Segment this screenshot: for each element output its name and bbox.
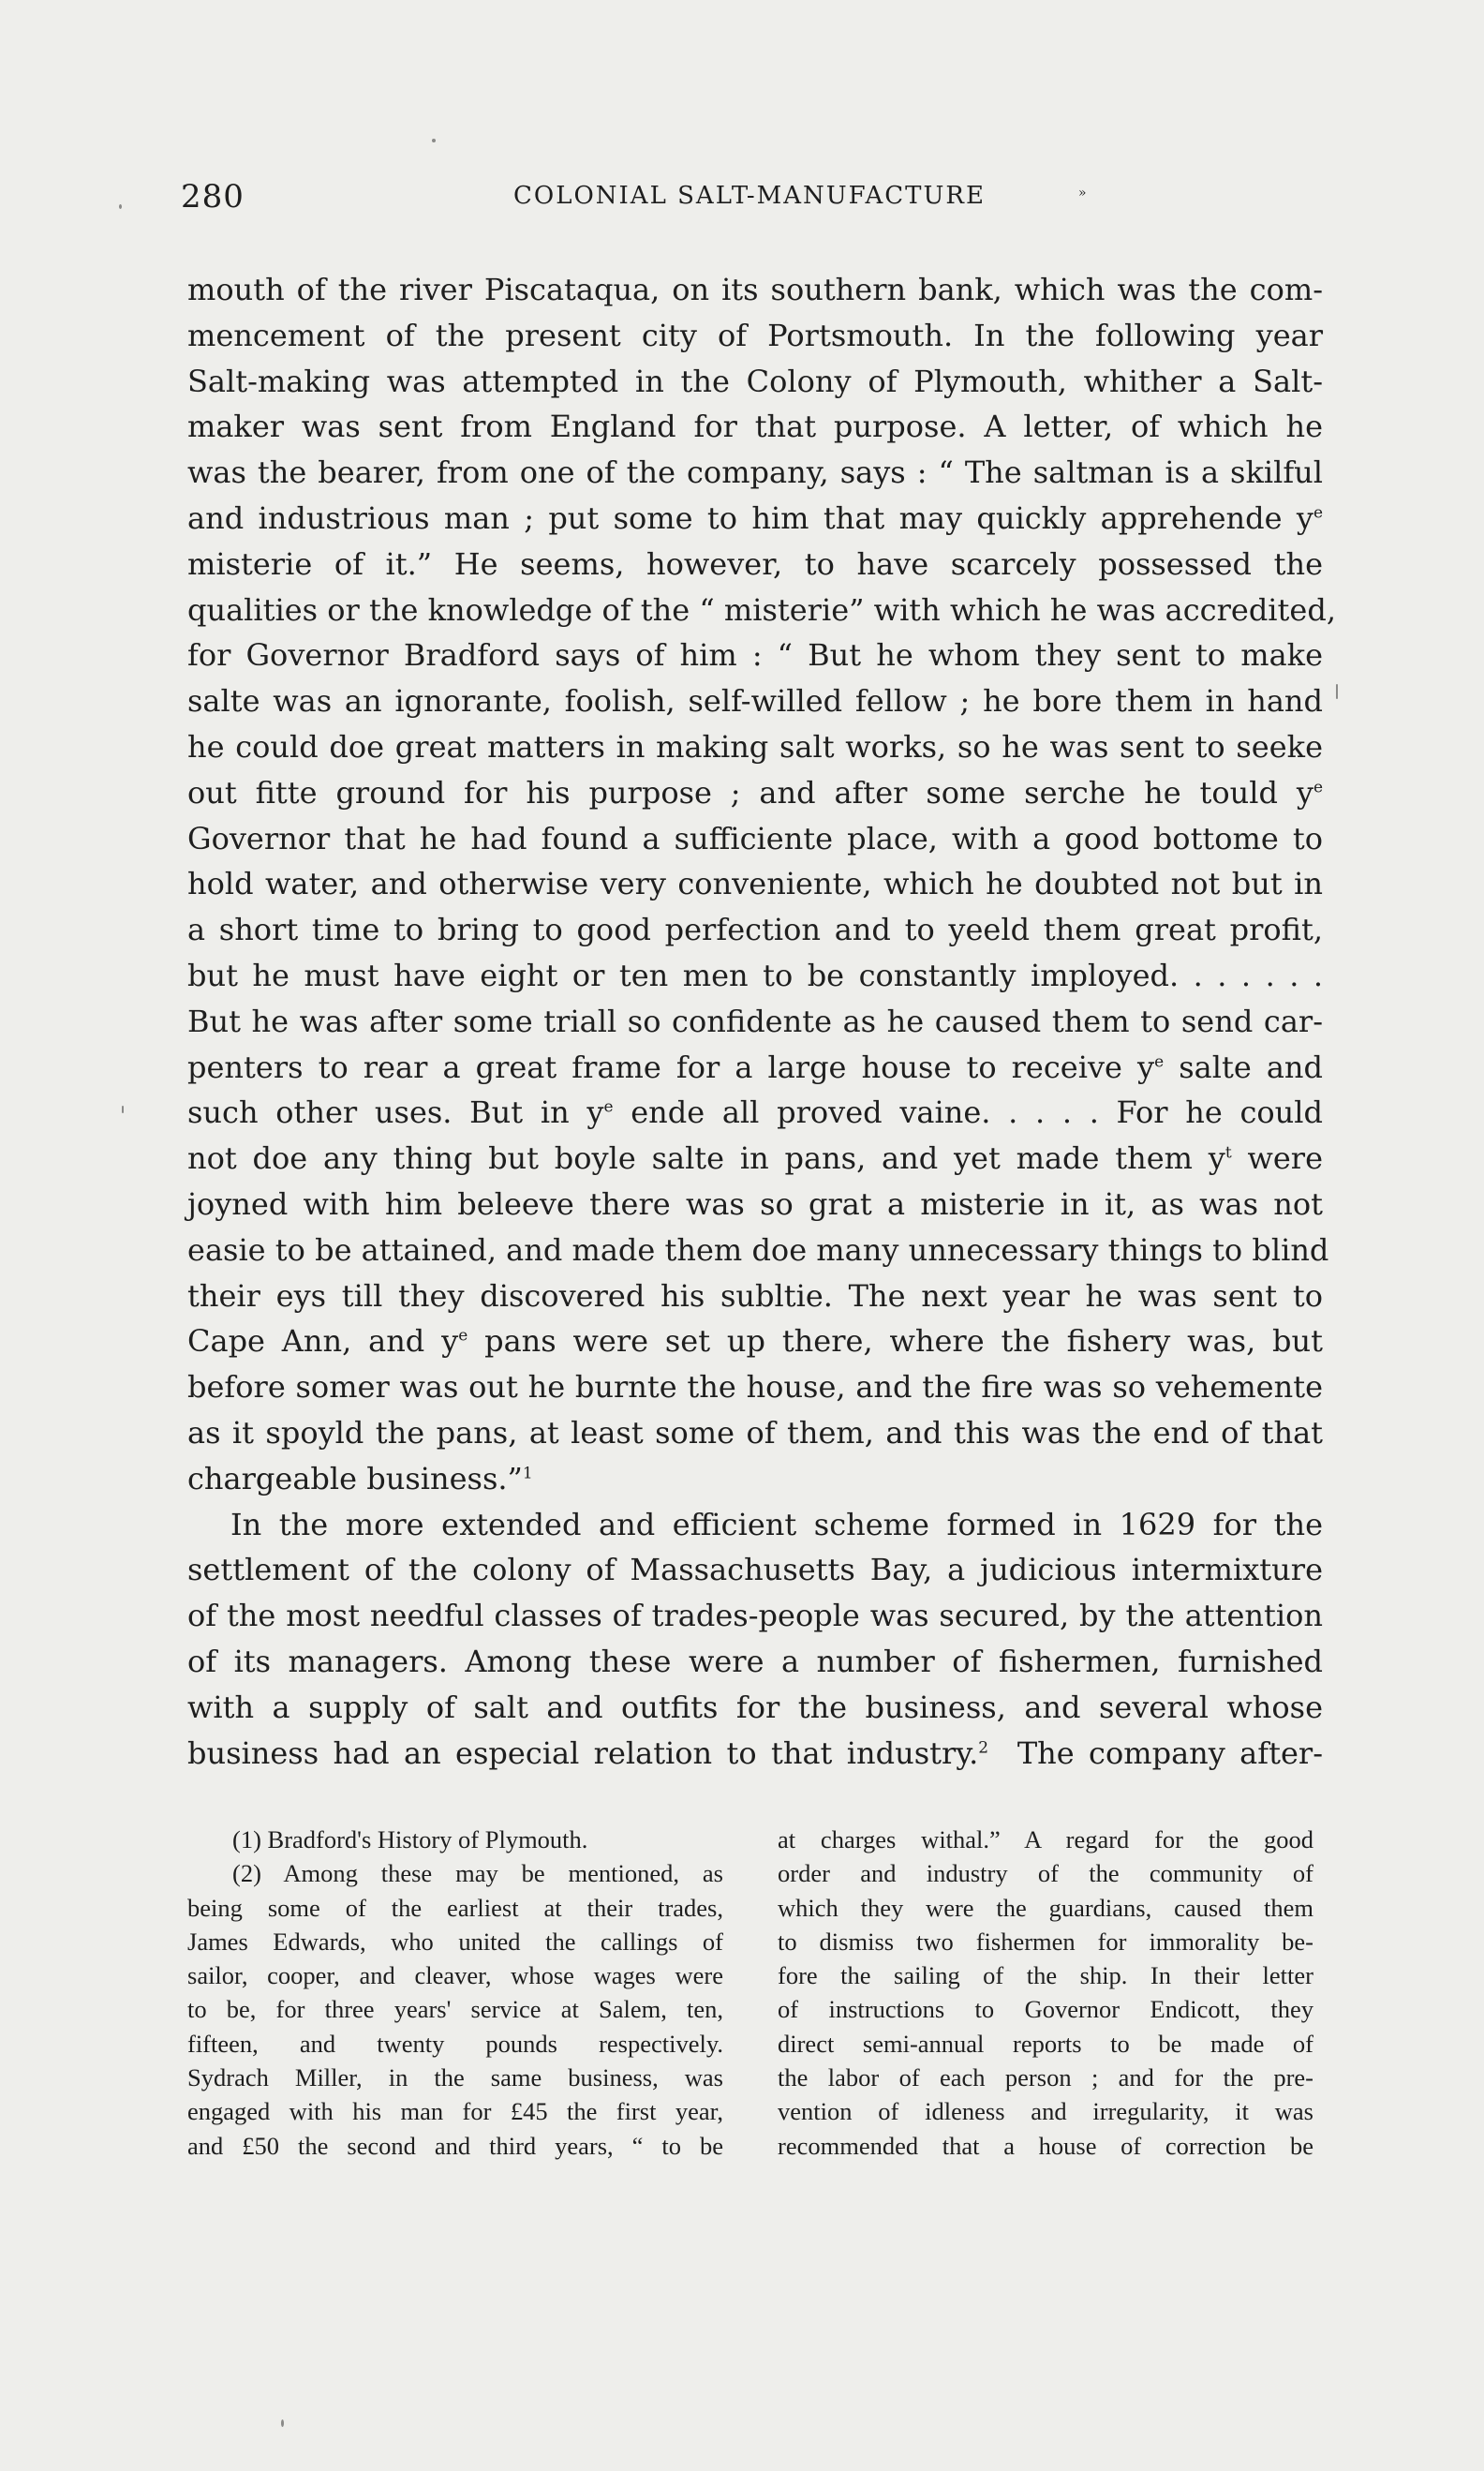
footnote-line: sailor, cooper, and cleaver, whose wages were bbox=[187, 1961, 723, 1990]
text-line: for Governor Bradford says of him : “ But he whom they sent to make bbox=[187, 637, 1323, 674]
text-line: maker was sent from England for that purpose. A letter, of which he bbox=[187, 409, 1323, 445]
text-line: But he was after some triall so confidente as he caused them to send car- bbox=[187, 1003, 1323, 1039]
paper-speck bbox=[281, 2419, 284, 2427]
text-line: as it spoyld the pans, at least some of them, and this was the end of that bbox=[187, 1414, 1323, 1451]
text-run: out fitte ground for his purpose ; and after some serche he tould y bbox=[187, 774, 1313, 811]
footnote-line: of instructions to Governor Endicott, they bbox=[778, 1995, 1313, 2024]
text-line: before somer was out he burnte the house, and the fire was so vehemente bbox=[187, 1369, 1323, 1406]
text-line bbox=[187, 1136, 1323, 1182]
text-line: of its managers. Among these were a number of fishermen, furnished bbox=[187, 1643, 1323, 1679]
text-run: chargeable business.” bbox=[187, 1460, 523, 1496]
footnote-column-right bbox=[778, 1823, 1313, 2163]
superscript: e bbox=[1313, 778, 1323, 797]
text-line: was the bearer, from one of the company, says : “ The saltman is a skilful bbox=[187, 454, 1323, 491]
footnote-column-left bbox=[187, 1823, 723, 2163]
text-line: joyned with him beleeve there was so grat a misterie in it, as was not bbox=[187, 1185, 1323, 1222]
text-line: mencement of the present city of Portsmouth. In the following year bbox=[187, 317, 1323, 353]
text-line: salte was an ignorante, foolish, self-willed fellow ; he bore them in hand bbox=[187, 683, 1323, 720]
text-run: penters to rear a great frame for a large house to receive y bbox=[187, 1049, 1155, 1085]
text-line bbox=[187, 1731, 1323, 1777]
text-run: such other uses. But in y bbox=[187, 1094, 604, 1131]
text-line: settlement of the colony of Massachusetts Bay, a judicious intermixture bbox=[187, 1552, 1323, 1588]
text-run: Cape Ann, and y bbox=[187, 1323, 459, 1360]
superscript: e bbox=[458, 1326, 468, 1346]
superscript: e bbox=[1154, 1051, 1165, 1071]
footnote-line: to dismiss two fishermen for immorality be- bbox=[778, 1927, 1313, 1956]
text-line: qualities or the knowledge of the “ misterie” with which he was accredited, bbox=[187, 591, 1336, 628]
paper-speck bbox=[1336, 684, 1338, 699]
text-line: hold water, and otherwise very conveniente, which he doubted not but in bbox=[187, 866, 1323, 902]
text-run: were bbox=[1231, 1140, 1324, 1177]
text-run: salte and bbox=[1164, 1049, 1324, 1085]
footnote-line: which they were the guardians, caused them bbox=[778, 1893, 1313, 1922]
paper-speck bbox=[432, 139, 436, 142]
text-line: misterie of it.” He seems, however, to have scarcely possessed the bbox=[187, 545, 1323, 582]
text-line: a short time to bring to good perfection and to yeeld them great profit, bbox=[187, 912, 1323, 948]
text-line: their eys till they discovered his subltie. The next year he was sent to bbox=[187, 1277, 1323, 1314]
paragraph-start: In the more extended and efficient scheme formed in 1629 for the bbox=[230, 1506, 1323, 1542]
superscript: e bbox=[603, 1097, 614, 1117]
main-text bbox=[187, 267, 1336, 1776]
footnote-line: being some of the earliest at their trades, bbox=[187, 1893, 723, 1922]
footnote-line: and £50 the second and third years, “ to be bbox=[187, 2131, 723, 2160]
footnote-ref: 1 bbox=[522, 1464, 533, 1483]
footnote-line: recommended that a house of correction be bbox=[778, 2131, 1313, 2160]
text-run: The company after- bbox=[1017, 1734, 1324, 1771]
printer-mark: » bbox=[1078, 186, 1087, 201]
text-line bbox=[187, 1456, 1323, 1502]
text-line: easie to be attained, and made them doe many unnecessary things to blind bbox=[187, 1231, 1329, 1268]
footnote-line: Sydrach Miller, in the same business, was bbox=[187, 2063, 723, 2092]
footnote-line: engaged with his man for £45 the first year, bbox=[187, 2097, 723, 2126]
text-line bbox=[187, 1090, 1323, 1136]
superscript: t bbox=[1224, 1143, 1232, 1163]
footnote-ref: 2 bbox=[978, 1737, 989, 1757]
text-line: mouth of the river Piscataqua, on its southern bank, which was the com- bbox=[187, 272, 1323, 307]
footnote-line: at charges withal.” A regard for the good bbox=[778, 1825, 1313, 1853]
paper-speck bbox=[119, 204, 122, 209]
footnote-line: James Edwards, who united the callings of bbox=[187, 1927, 723, 1956]
superscript: e bbox=[1313, 503, 1323, 523]
footnote-line: order and industry of the community of bbox=[778, 1859, 1313, 1888]
footnote-line: fore the sailing of the ship. In their letter bbox=[778, 1961, 1313, 1990]
text-line: of the most needful classes of trades-people was secured, by the attention bbox=[187, 1598, 1323, 1634]
footnote-line: to be, for three years' service at Salem, ten, bbox=[187, 1995, 723, 2024]
text-run: ende all proved vaine. . . . . For he could bbox=[613, 1094, 1323, 1131]
text-line bbox=[187, 1045, 1323, 1091]
text-line bbox=[187, 1318, 1323, 1364]
page-number: 280 bbox=[181, 178, 245, 216]
footnote-line: direct semi-annual reports to be made of bbox=[778, 2029, 1313, 2058]
paper-speck bbox=[122, 1106, 124, 1113]
page-header bbox=[181, 178, 1324, 234]
text-line bbox=[187, 770, 1323, 816]
footnote-2-start: (2) Among these may be mentioned, as bbox=[232, 1859, 723, 1888]
text-line: Salt-making was attempted in the Colony of Plymouth, whither a Salt- bbox=[187, 363, 1323, 399]
footnote-line: vention of idleness and irregularity, it was bbox=[778, 2097, 1313, 2126]
text-run: not doe any thing but boyle salte in pans, and yet made them y bbox=[187, 1140, 1225, 1177]
text-line: but he must have eight or ten men to be constantly imployed. . . . . . . bbox=[187, 957, 1323, 993]
text-line: Governor that he had found a sufficiente place, with a good bottome to bbox=[187, 820, 1323, 856]
running-head: COLONIAL SALT-MANUFACTURE bbox=[513, 182, 986, 210]
footnote-line: the labor of each person ; and for the pre- bbox=[778, 2063, 1313, 2092]
footnote-line: fifteen, and twenty pounds respectively. bbox=[187, 2029, 723, 2058]
text-line: he could doe great matters in making salt works, so he was sent to seeke bbox=[187, 728, 1323, 765]
text-line: with a supply of salt and outfits for the business, and several whose bbox=[187, 1689, 1323, 1725]
text-run: and industrious man ; put some to him that may quickly apprehende y bbox=[187, 499, 1313, 536]
text-line bbox=[187, 496, 1323, 542]
text-run: pans were set up there, where the fishery was, but bbox=[467, 1323, 1324, 1360]
text-run: business had an especial relation to that industry. bbox=[187, 1734, 979, 1771]
footnote-1: (1) Bradford's History of Plymouth. bbox=[232, 1825, 588, 1853]
